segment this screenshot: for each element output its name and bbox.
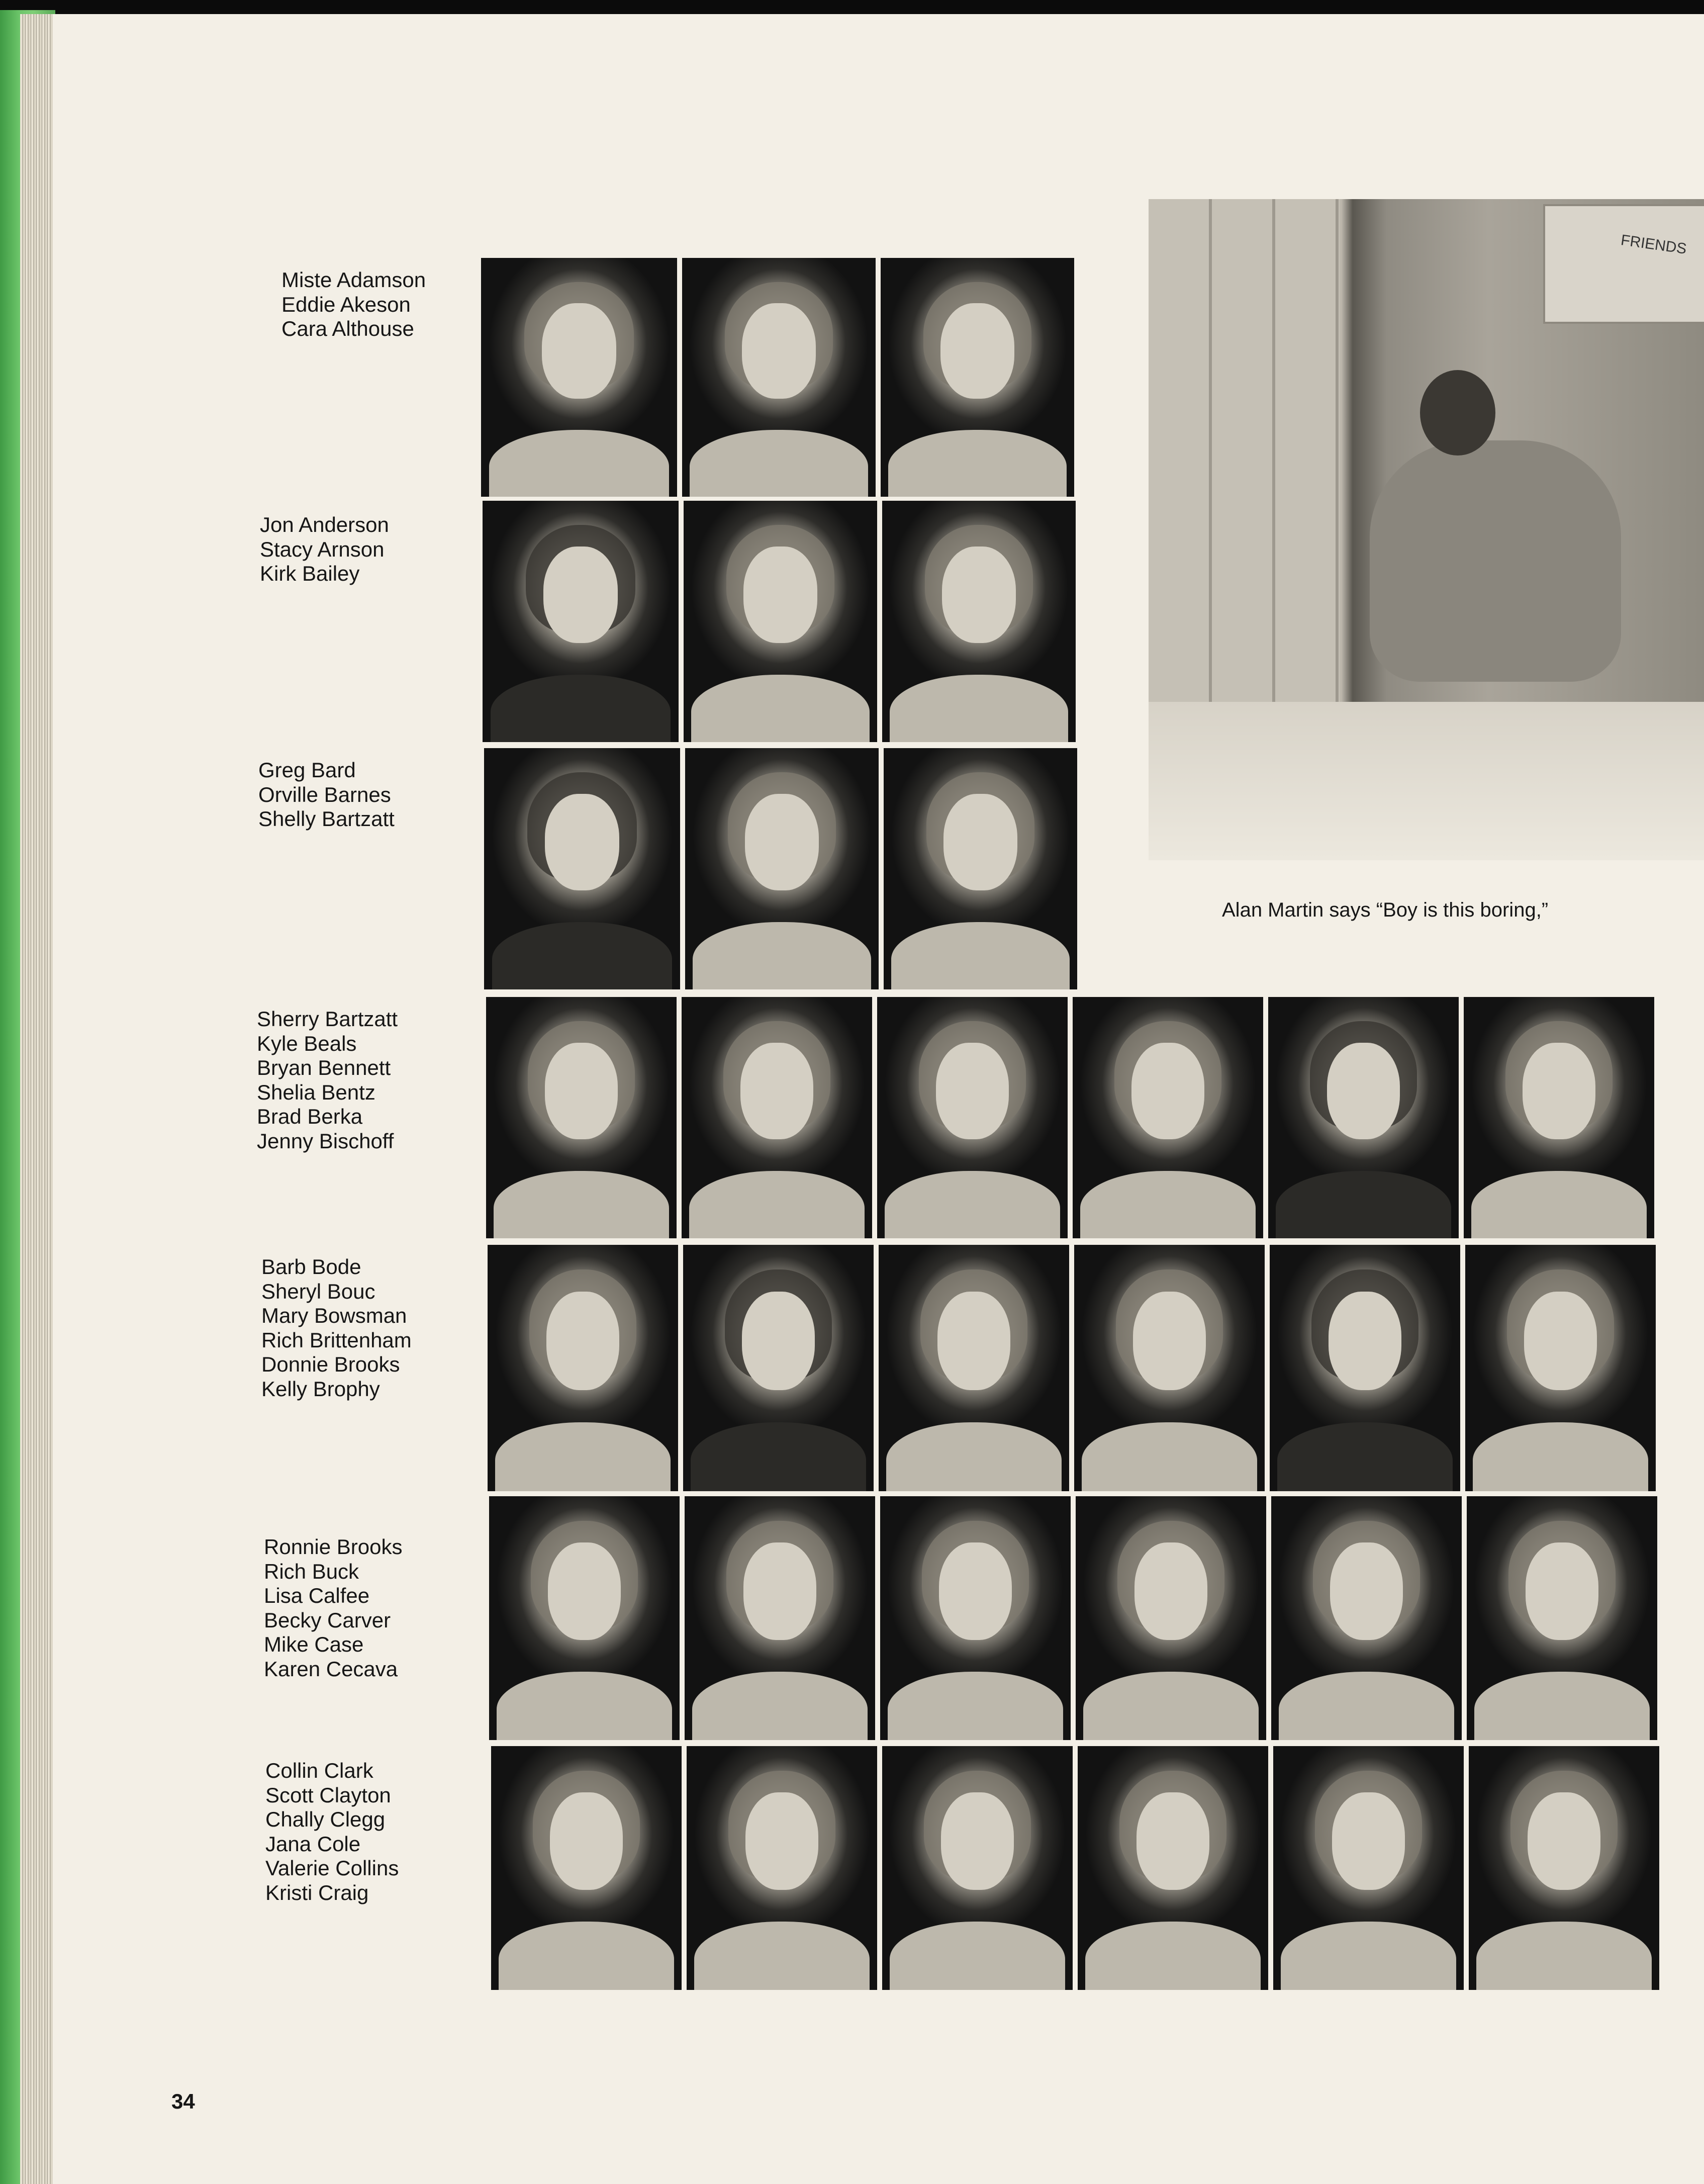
student-name: Kirk Bailey [260, 562, 360, 585]
student-reading [1370, 440, 1621, 682]
student-portrait [682, 258, 876, 497]
student-portrait [884, 748, 1077, 989]
student-portrait [882, 501, 1076, 742]
student-name: Rich Brittenham [261, 1328, 412, 1352]
photo-row-2 [483, 501, 1076, 742]
student-name: Lisa Calfee [264, 1584, 370, 1607]
student-portrait [488, 1245, 678, 1491]
student-portrait [882, 1746, 1073, 1990]
student-name: Jenny Bischoff [257, 1129, 394, 1153]
student-portrait [687, 1746, 877, 1990]
page-number: 34 [171, 2089, 195, 2113]
name-list-1 [281, 268, 426, 341]
student-portrait [1074, 1245, 1265, 1491]
student-name: Barb Bode [261, 1255, 361, 1279]
student-name: Jon Anderson [260, 513, 389, 536]
student-name: Stacy Arnson [260, 537, 385, 561]
student-portrait [1465, 1245, 1656, 1491]
student-name: Kristi Craig [265, 1880, 369, 1904]
photo-row-1 [481, 258, 1074, 497]
student-name: Ronnie Brooks [264, 1535, 403, 1559]
name-list-4 [257, 1007, 398, 1153]
photo-row-6 [489, 1496, 1657, 1740]
student-name: Shelly Bartzatt [258, 807, 395, 831]
student-portrait [489, 1496, 680, 1740]
student-name: Bryan Bennett [257, 1056, 391, 1079]
yearbook-page [53, 14, 1704, 2184]
student-name: Valerie Collins [265, 1856, 399, 1880]
student-portrait [880, 1496, 1071, 1740]
student-portrait [1076, 1496, 1266, 1740]
student-portrait [1467, 1496, 1657, 1740]
student-name: Miste Adamson [281, 268, 426, 292]
student-name: Sheryl Bouc [261, 1279, 375, 1303]
student-portrait [685, 748, 879, 989]
name-list-7 [265, 1759, 399, 1905]
student-portrait [483, 501, 679, 742]
student-portrait [1273, 1746, 1464, 1990]
photo-row-4 [486, 997, 1654, 1238]
student-name: Greg Bard [258, 758, 356, 782]
student-name: Scott Clayton [265, 1783, 391, 1807]
student-portrait [1464, 997, 1654, 1238]
student-portrait [486, 997, 677, 1238]
photo-row-3 [484, 748, 1077, 989]
student-portrait [684, 501, 877, 742]
student-name: Karen Cecava [264, 1657, 398, 1681]
photo-caption: Alan Martin says “Boy is this boring,” [1222, 899, 1549, 921]
name-list-5 [261, 1255, 412, 1401]
student-portrait [1073, 997, 1263, 1238]
hallway-floor [1149, 702, 1704, 860]
student-head [1420, 370, 1495, 456]
name-list-2 [260, 513, 389, 586]
student-portrait [491, 1746, 682, 1990]
student-portrait [1078, 1746, 1268, 1990]
student-name: Collin Clark [265, 1759, 373, 1782]
photo-row-5 [488, 1245, 1656, 1491]
student-name: Mike Case [264, 1632, 364, 1656]
name-list-3 [258, 758, 395, 832]
student-name: Sherry Bartzatt [257, 1007, 398, 1031]
student-name: Becky Carver [264, 1608, 391, 1632]
student-name: Brad Berka [257, 1105, 363, 1128]
student-name: Kelly Brophy [261, 1377, 380, 1401]
photo-row-7 [491, 1746, 1659, 1990]
student-name: Kyle Beals [257, 1031, 357, 1055]
student-portrait [1271, 1496, 1462, 1740]
student-name: Chally Clegg [265, 1807, 386, 1831]
student-portrait [881, 258, 1074, 497]
student-portrait [1469, 1746, 1659, 1990]
feature-photo [1149, 199, 1704, 860]
student-portrait [685, 1496, 875, 1740]
student-portrait [484, 748, 680, 989]
student-name: Donnie Brooks [261, 1352, 400, 1376]
student-portrait [1268, 997, 1459, 1238]
student-portrait [682, 997, 872, 1238]
student-name: Eddie Akeson [281, 292, 411, 316]
student-name: Rich Buck [264, 1559, 359, 1583]
student-name: Orville Barnes [258, 782, 391, 806]
page-edges [20, 14, 55, 2184]
student-name: Mary Bowsman [261, 1304, 407, 1327]
student-portrait [879, 1245, 1069, 1491]
student-name: Shelia Bentz [257, 1080, 375, 1104]
student-name: Cara Althouse [281, 317, 414, 340]
lockers [1149, 199, 1340, 702]
friends-sign: FRIENDS [1543, 204, 1704, 324]
student-portrait [683, 1245, 874, 1491]
student-portrait [877, 997, 1068, 1238]
student-portrait [481, 258, 677, 497]
student-name: Jana Cole [265, 1832, 361, 1856]
name-list-6 [264, 1535, 402, 1681]
student-portrait [1270, 1245, 1460, 1491]
